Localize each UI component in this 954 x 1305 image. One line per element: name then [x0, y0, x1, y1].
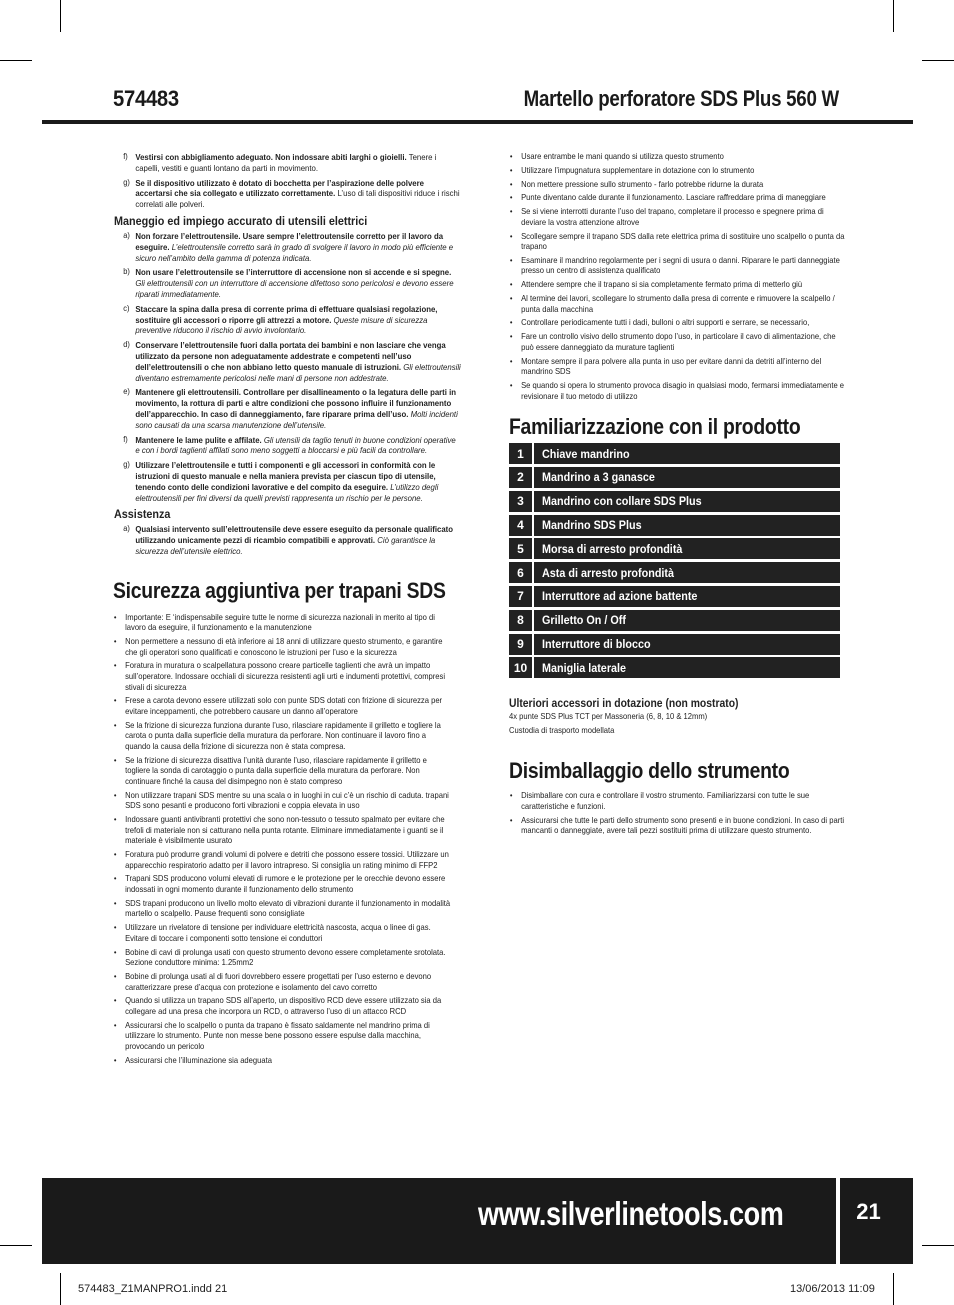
part-number: 2 [509, 467, 532, 488]
part-label-cell [534, 634, 840, 655]
bullet-icon: • [509, 152, 513, 161]
bullet-item [113, 1056, 452, 1067]
bullet-icon: • [509, 318, 513, 328]
bullet-item [509, 357, 848, 378]
part-number: 1 [509, 443, 532, 464]
part-label-cell [534, 467, 840, 488]
part-label-cell [534, 491, 840, 512]
item-italic-text: L’utilizzo degli elettroutensili per fini diversi da quelli previsti rappresenta un rischio per le persone. [135, 481, 439, 503]
part-label: Grilletto On / Off [542, 613, 626, 628]
page-title: Martello perforatore SDS Plus 560 W [523, 86, 839, 111]
bullet-icon: • [509, 332, 513, 342]
bullet-text: Se la frizione di sicurezza funziona durante l’uso, rilasciare rapidamente il grilletto e togliere la carota o punta dalla superficie della muratura da perforare. Non continuare il lavoro fino a quando la causa della frizione di sicurezza non è stata compresa. [125, 720, 441, 751]
bullet-icon: • [509, 356, 513, 366]
bullet-icon: • [509, 255, 513, 265]
part-number: 7 [509, 586, 532, 607]
bullet-item [509, 166, 848, 177]
item-bold-text: Qualsiasi intervento sull’elettroutensile deve essere eseguito da personale qualificato utilizzando unicamente pezzi di ricambio compatibili e approvati. [135, 524, 454, 546]
part-number: 8 [509, 610, 532, 631]
bullet-text: Assicurarsi che lo scalpello o punta da trapano è fissato saldamente nel mandrino prima di utilizzare lo strumento. Punte non messe bene possono essere espulse dalla macchina, provocando un pericolo [125, 1020, 430, 1051]
bullet-icon: • [509, 179, 513, 189]
bullet-text: Se quando si opera lo strumento provoca disagio in qualsiasi modo, fermarsi immediatamente e revisionare il tuo metodo di utilizzo [521, 380, 845, 401]
part-row [509, 467, 840, 488]
part-number: 4 [509, 515, 532, 536]
part-label: Maniglia laterale [542, 660, 627, 675]
bullet-item [113, 791, 452, 812]
bullet-icon: • [509, 193, 513, 203]
item-text: Tenere i capelli, vestiti e guanti lontano da parti in movimento. [135, 152, 437, 173]
part-number: 3 [509, 491, 532, 512]
part-label-cell [534, 657, 840, 678]
bullet-icon: • [113, 661, 117, 671]
list-item [113, 340, 461, 383]
bullet-icon: • [113, 898, 117, 908]
bullet-icon: • [113, 696, 117, 706]
part-row [509, 515, 840, 536]
bullet-icon: • [113, 720, 117, 730]
part-row [509, 491, 840, 512]
bullet-icon: • [509, 207, 513, 217]
website-url: www.silverlinetools.com [478, 1195, 784, 1232]
item-marker: g) [123, 177, 130, 187]
part-row [509, 443, 840, 464]
item-bold-text: Non forzare l’elettroutensile. Usare sempre l’elettroutensile corretto per il lavoro da eseguire. [135, 230, 444, 252]
header-rule [42, 120, 913, 124]
accessory-item: 4x punte SDS Plus TCT per Massoneria (6, 8, 10 & 12mm) [509, 712, 708, 722]
bullet-text: Scollegare sempre il trapano SDS dalla rete elettrica prima di sostituire uno scalpello o punta da trapano [521, 231, 845, 252]
parts-list [509, 443, 840, 678]
item-italic-text: Molti incidenti sono causati da una scarsa manutenzione dell’utensile. [135, 408, 458, 430]
sds-safety-list [113, 612, 451, 1067]
part-label-cell [534, 562, 840, 583]
bullet-icon: • [113, 874, 117, 884]
item-marker: b) [123, 267, 130, 277]
bullet-item [113, 756, 452, 788]
bullet-icon: • [113, 637, 117, 647]
bullet-item [509, 381, 848, 402]
item-bold-text: Vestirsi con abbigliamento adeguato. Non indossare abiti larghi o gioielli. [135, 152, 407, 162]
bullet-item [509, 294, 848, 315]
bullet-icon: • [509, 380, 513, 390]
part-number: 6 [509, 562, 532, 583]
bullet-icon: • [509, 815, 513, 825]
list-item [113, 231, 461, 263]
bullet-icon: • [509, 165, 513, 175]
bullet-icon: • [113, 790, 117, 800]
right-column [509, 152, 845, 840]
bullet-item [113, 996, 452, 1017]
part-row [509, 562, 840, 583]
bullet-text: Non utilizzare trapani SDS mentre su una scala o in luoghi in cui c’è un rischio di caduta. trapani SDS sono pesanti e producono forti vibrazioni e coppia elevata in uso [125, 790, 449, 811]
bullet-item [509, 256, 848, 277]
bullet-text: Utilizzare l’impugnatura supplementare in dotazione con lo strumento [521, 165, 755, 175]
bullet-text: Non mettere pressione sullo strumento - farlo potrebbe ridurne la durata [521, 179, 764, 189]
part-row [509, 634, 840, 655]
bullet-item [113, 972, 452, 993]
part-label: Interruttore ad azione battente [542, 589, 698, 604]
part-label: Chiave mandrino [542, 446, 630, 461]
part-number: 9 [509, 634, 532, 655]
crop-mark [0, 60, 32, 61]
item-italic-text: L’elettroutensile corretto sarà in grado di svolgere il lavoro in modo più efficiente e sicuro nell’ambito della gamma di potenza indicata. [135, 241, 454, 263]
bullet-item [113, 874, 452, 895]
product-code: 574483 [113, 86, 179, 111]
bullet-icon: • [113, 612, 117, 622]
bullet-item [113, 696, 452, 717]
accessories-heading: Ulteriori accessori in dotazione (non mostrato) [509, 698, 739, 711]
bullet-item [113, 850, 452, 871]
file-slug: 574483_Z1MANPRO1.indd 21 [78, 1283, 228, 1295]
bullet-item [509, 232, 848, 253]
part-number: 10 [509, 657, 532, 678]
bullet-item [113, 721, 452, 753]
bullet-text: Controllare periodicamente tutti i dadi, bulloni o altri supporti e serrare, se necessario, [521, 318, 810, 328]
item-italic-text: Gli elettroutensili con un interruttore di accensione difettoso sono pericolosi e devono essere riparati immediatamente. [135, 278, 454, 299]
part-label: Mandrino con collare SDS Plus [542, 494, 702, 509]
bullet-text: Indossare guanti antivibranti protettivi che sono non-tessuto o tessuto spalmato per evitare che trefoli di materiale non si catturano nella punta rotante. Eliminare immediatamente i guanti se il materiale è visibilmente usurato [125, 815, 445, 846]
list-item [113, 460, 461, 503]
page-number-box [840, 1178, 913, 1264]
bullet-icon: • [509, 280, 513, 290]
bullet-icon: • [113, 947, 117, 957]
part-label: Asta di arresto profondità [542, 565, 675, 580]
bullet-item [509, 193, 848, 204]
bullet-item [509, 816, 848, 837]
bullet-icon: • [509, 791, 513, 801]
bullet-text: Frese a carota devono essere utilizzati solo con punte SDS dotati con frizione di sicurezza per evitare inceppamenti, che potrebbero causare un danno all’operatore [125, 696, 443, 717]
item-text: L’uso di tali dispositivi riduce i rischi correlati alle polveri. [135, 188, 460, 210]
bullet-text: Al termine dei lavori, scollegare lo strumento dalla presa di corrente e rimuovere la scalpello / punta dalla macchina [521, 294, 835, 314]
bullet-item [113, 661, 452, 693]
part-label: Interruttore di blocco [542, 637, 651, 651]
part-row [509, 586, 840, 607]
crop-mark [893, 0, 894, 32]
part-label-cell [534, 443, 840, 464]
bullet-item [509, 280, 848, 291]
bullet-text: Quando si utilizza un trapano SDS all’aperto, un dispositivo RCD deve essere utilizzato sia da collegare ad una presa che incorpora un RCD, o attraverso l’uso di un attacco RCD [125, 996, 442, 1016]
bullet-text: Disimballare con cura e controllare il vostro strumento. Familiarizzarsi con tutte le sue caratteristiche e funzioni. [521, 791, 810, 811]
list-item [113, 178, 461, 210]
item-marker: a) [123, 230, 130, 240]
item-marker: f) [123, 152, 128, 161]
item-bold-text: Utilizzare l’elettroutensile e tutti i componenti e gli accessori in conformità con le istruzioni di questo manuale e nella maniera prevista per ciascun tipo di utensile, tenendo conto delle condizioni lavorative e del compito da eseguire. [135, 460, 436, 492]
item-bold-text: Mantenere gli elettroutensili. Controllare per disallineamento o la legatura delle parti in movimento, la rottura di parti e altre condizioni che possono influire il funzionamento dell’apparecchio. In caso di danneggiamento, fare riparare prima dell’uso. [135, 387, 457, 419]
list-item [113, 387, 461, 430]
crop-mark [893, 1273, 894, 1305]
page-header [113, 86, 839, 118]
bullet-text: Fare un controllo visivo dello strumento dopo l’uso, in particolare il cavo di alimentazione, che può essere danneggiato da murature taglienti [521, 332, 836, 352]
list-item [113, 524, 461, 556]
bullet-text: SDS trapani producono un livello molto elevato di vibrazioni durante il funzionamento in modalità martello o scalpello. Pause frequenti sono consigliate [125, 898, 451, 919]
item-marker: c) [123, 303, 130, 313]
list-item [113, 435, 461, 457]
item-marker: g) [123, 460, 130, 470]
bullet-text: Bobine di prolunga usati al di fuori dovrebbero essere progettati per l’uso esterno e devono caratterizzare prese d’acqua con protezione e isolamento del cavo corretto [125, 971, 432, 992]
accessories-list [509, 710, 840, 738]
item-italic-text: Queste misure di sicurezza preventive riducono il rischio di avvio involontario. [135, 314, 428, 336]
crop-mark [0, 1245, 32, 1246]
bullet-text: Punte diventano calde durante il funzionamento. Lasciare raffreddare prima di maneggiare [521, 193, 826, 203]
bullet-icon: • [113, 815, 117, 825]
bullet-text: Assicurarsi che tutte le parti dello strumento sono presenti e in buone condizioni. In caso di parti mancanti o danneggiate, avere tali pezzi sostituiti prima di utilizzare questo strumento. [521, 815, 845, 836]
bullet-text: Importante: E ‘indispensabile seguire tutte le norme di sicurezza nazionali in merito al tipo di lavoro da eseguire, il funzionamento e la manutenzione [125, 612, 435, 633]
item-bold-text: Se il dispositivo utilizzato è dotato di bocchetta per l’aspirazione delle polvere accertarsi che sia collegato e utilizzato correttamente. [135, 177, 424, 199]
bullet-item [113, 899, 452, 920]
drill-safety-list [509, 152, 845, 402]
bullet-icon: • [113, 850, 117, 860]
print-date: 13/06/2013 11:09 [790, 1283, 875, 1295]
item-marker: a) [123, 524, 130, 534]
item-bold-text: Non usare l’elettroutensile se l’interruttore di accensione non si accende e si spegne. [135, 267, 452, 278]
bullet-item [113, 1021, 452, 1053]
part-label: Mandrino a 3 ganasce [542, 470, 655, 485]
bullet-icon: • [509, 231, 513, 241]
bullet-item [113, 923, 452, 944]
bullet-item [509, 318, 848, 329]
bullet-icon: • [113, 755, 117, 765]
sds-safety-title: Sicurezza aggiuntiva per trapani SDS [113, 577, 446, 603]
section-heading-service: Assistenza [114, 507, 171, 522]
bullet-text: Trapani SDS producono volumi elevati di rumore e le protezione per le orecchie devono essere indossati in ogni momento durante il funzionamento dello strumento [125, 874, 446, 895]
unpacking-list [509, 791, 845, 837]
section-heading-tool-use: Maneggio ed impiego accurato di utensili elettrici [114, 213, 368, 228]
safety-list-top [113, 152, 460, 210]
item-bold-text: Mantenere le lame pulite e affilate. [135, 434, 262, 445]
item-bold-text: Conservare l’elettroutensile fuori dalla portata dei bambini e non lasciare che venga utilizzato da persone non adeguatamente addestrate e competenti nell’uso dell’elettroutensili o che non abbiano letto questo manuale di istruzioni. [135, 340, 446, 372]
bullet-item [509, 152, 848, 163]
bullet-text: Montare sempre il para polvere alla punta in uso per evitare danni da detriti all’interno del mandrino SDS [521, 356, 822, 377]
part-label-cell [534, 515, 840, 536]
bullet-icon: • [113, 996, 117, 1006]
part-label-cell [534, 610, 840, 631]
bullet-icon: • [113, 1055, 117, 1065]
bullet-icon: • [113, 923, 117, 933]
part-label-cell [534, 538, 840, 559]
bullet-item [113, 637, 452, 658]
safety-list-tool-use [113, 230, 461, 503]
part-label: Mandrino SDS Plus [542, 518, 642, 533]
bullet-text: Attendere sempre che il trapano si sia completamente fermato prima di metterlo giù [521, 280, 803, 290]
part-label-cell [534, 586, 840, 607]
bullet-text: Assicurarsi che l’illuminazione sia adeguata [125, 1055, 272, 1065]
bullet-text: Foratura può produrre grandi volumi di polvere e detriti che possono essere tossici. Utilizzare un apparecchio respiratorio adatto per il lavoro intrapreso. Si consiglia un rating minimo di FFP2 [125, 850, 449, 870]
item-italic-text: Gli elettroutensili diventano estremamente pericolosi nelle mani di persone non addestrate. [135, 361, 461, 383]
bullet-text: Bobine di cavi di prolunga usati con questo strumento devono essere completamente srotolata. Sezione conduttore minima: 1.25mm2 [125, 947, 446, 968]
left-column [113, 152, 461, 1069]
crop-mark [60, 0, 61, 32]
bullet-item [113, 815, 452, 847]
bullet-item [509, 791, 848, 812]
item-italic-text: Ciò garantisce la sicurezza dell’utensile elettrico. [135, 535, 436, 556]
part-row [509, 538, 840, 559]
bullet-icon: • [509, 294, 513, 304]
item-marker: d) [123, 340, 130, 350]
accessory-item: Custodia di trasporto modellata [509, 726, 615, 736]
bullet-text: Esaminare il mandrino regolarmente per i segni di usura o danni. Riparare le parti danneggiate presso un centro di assistenza qualificato [521, 255, 840, 276]
bullet-text: Se si viene interrotti durante l’uso del trapano, completare il processo e spegnere prima di deviare la vostra attenzione altrove [521, 207, 824, 227]
bullet-item [113, 613, 452, 634]
part-label: Morsa di arresto profondità [542, 541, 683, 556]
part-row [509, 610, 840, 631]
bullet-icon: • [113, 971, 117, 981]
bullet-text: Usare entrambe le mani quando si utilizza questo strumento [521, 152, 724, 161]
item-marker: f) [123, 434, 128, 444]
bullet-item [509, 207, 848, 228]
product-familiarization-title: Familiarizzazione con il prodotto [509, 414, 801, 440]
bullet-text: Se la frizione di sicurezza disattiva l’unità durante l’uso, rilasciare rapidamente il grilletto e togliere la sonda di carotaggio o punta dalla superficie della muratura da perforare. Non continuare finché la causa del disimpegno non è stato compreso [125, 755, 427, 786]
list-item [113, 152, 461, 174]
item-italic-text: Gli utensili da taglio tenuti in buone condizioni operative e con i bordi taglienti affilati sono meno soggetti a bloccarsi e più facili da controllare. [135, 434, 456, 456]
bullet-item [113, 948, 452, 969]
item-marker: e) [123, 387, 130, 397]
part-row [509, 657, 840, 678]
bullet-text: Foratura in muratura o scalpellatura possono creare particelle taglienti che avrà un impatto sull’operatore. Indossare occhiali di sicurezza resistenti agli urti e indumenti protettivi, compresi stivali di sicurezza [125, 661, 446, 692]
bullet-text: Utilizzare un rivelatore di tensione per individuare elettricità nascosta, acqua o linee di gas. Evitare di toccare i componenti sotto tensione ei conduttori [125, 923, 431, 943]
bullet-item [509, 180, 848, 191]
part-number: 5 [509, 538, 532, 559]
page-number: 21 [856, 1199, 881, 1224]
safety-list-service [113, 524, 454, 556]
item-bold-text: Staccare la spina dalla presa di corrente prima di effettuare qualsiasi regolazione, sostituire gli accessori o riporre gli attrezzi a motore. [135, 303, 438, 325]
crop-mark [60, 1273, 61, 1305]
crop-mark [922, 60, 954, 61]
bullet-item [509, 332, 848, 353]
list-item [113, 267, 461, 299]
bullet-text: Non permettere a nessuno di età inferiore ai 18 anni di utilizzare questo strumento, e garantire che gli operatori sono qualificati e conoscono le istruzioni per l’uso e la sicurezza [125, 637, 443, 657]
list-item [113, 304, 461, 336]
bullet-icon: • [113, 1020, 117, 1030]
crop-mark [922, 1245, 954, 1246]
unpacking-title: Disimballaggio dello strumento [509, 758, 790, 784]
